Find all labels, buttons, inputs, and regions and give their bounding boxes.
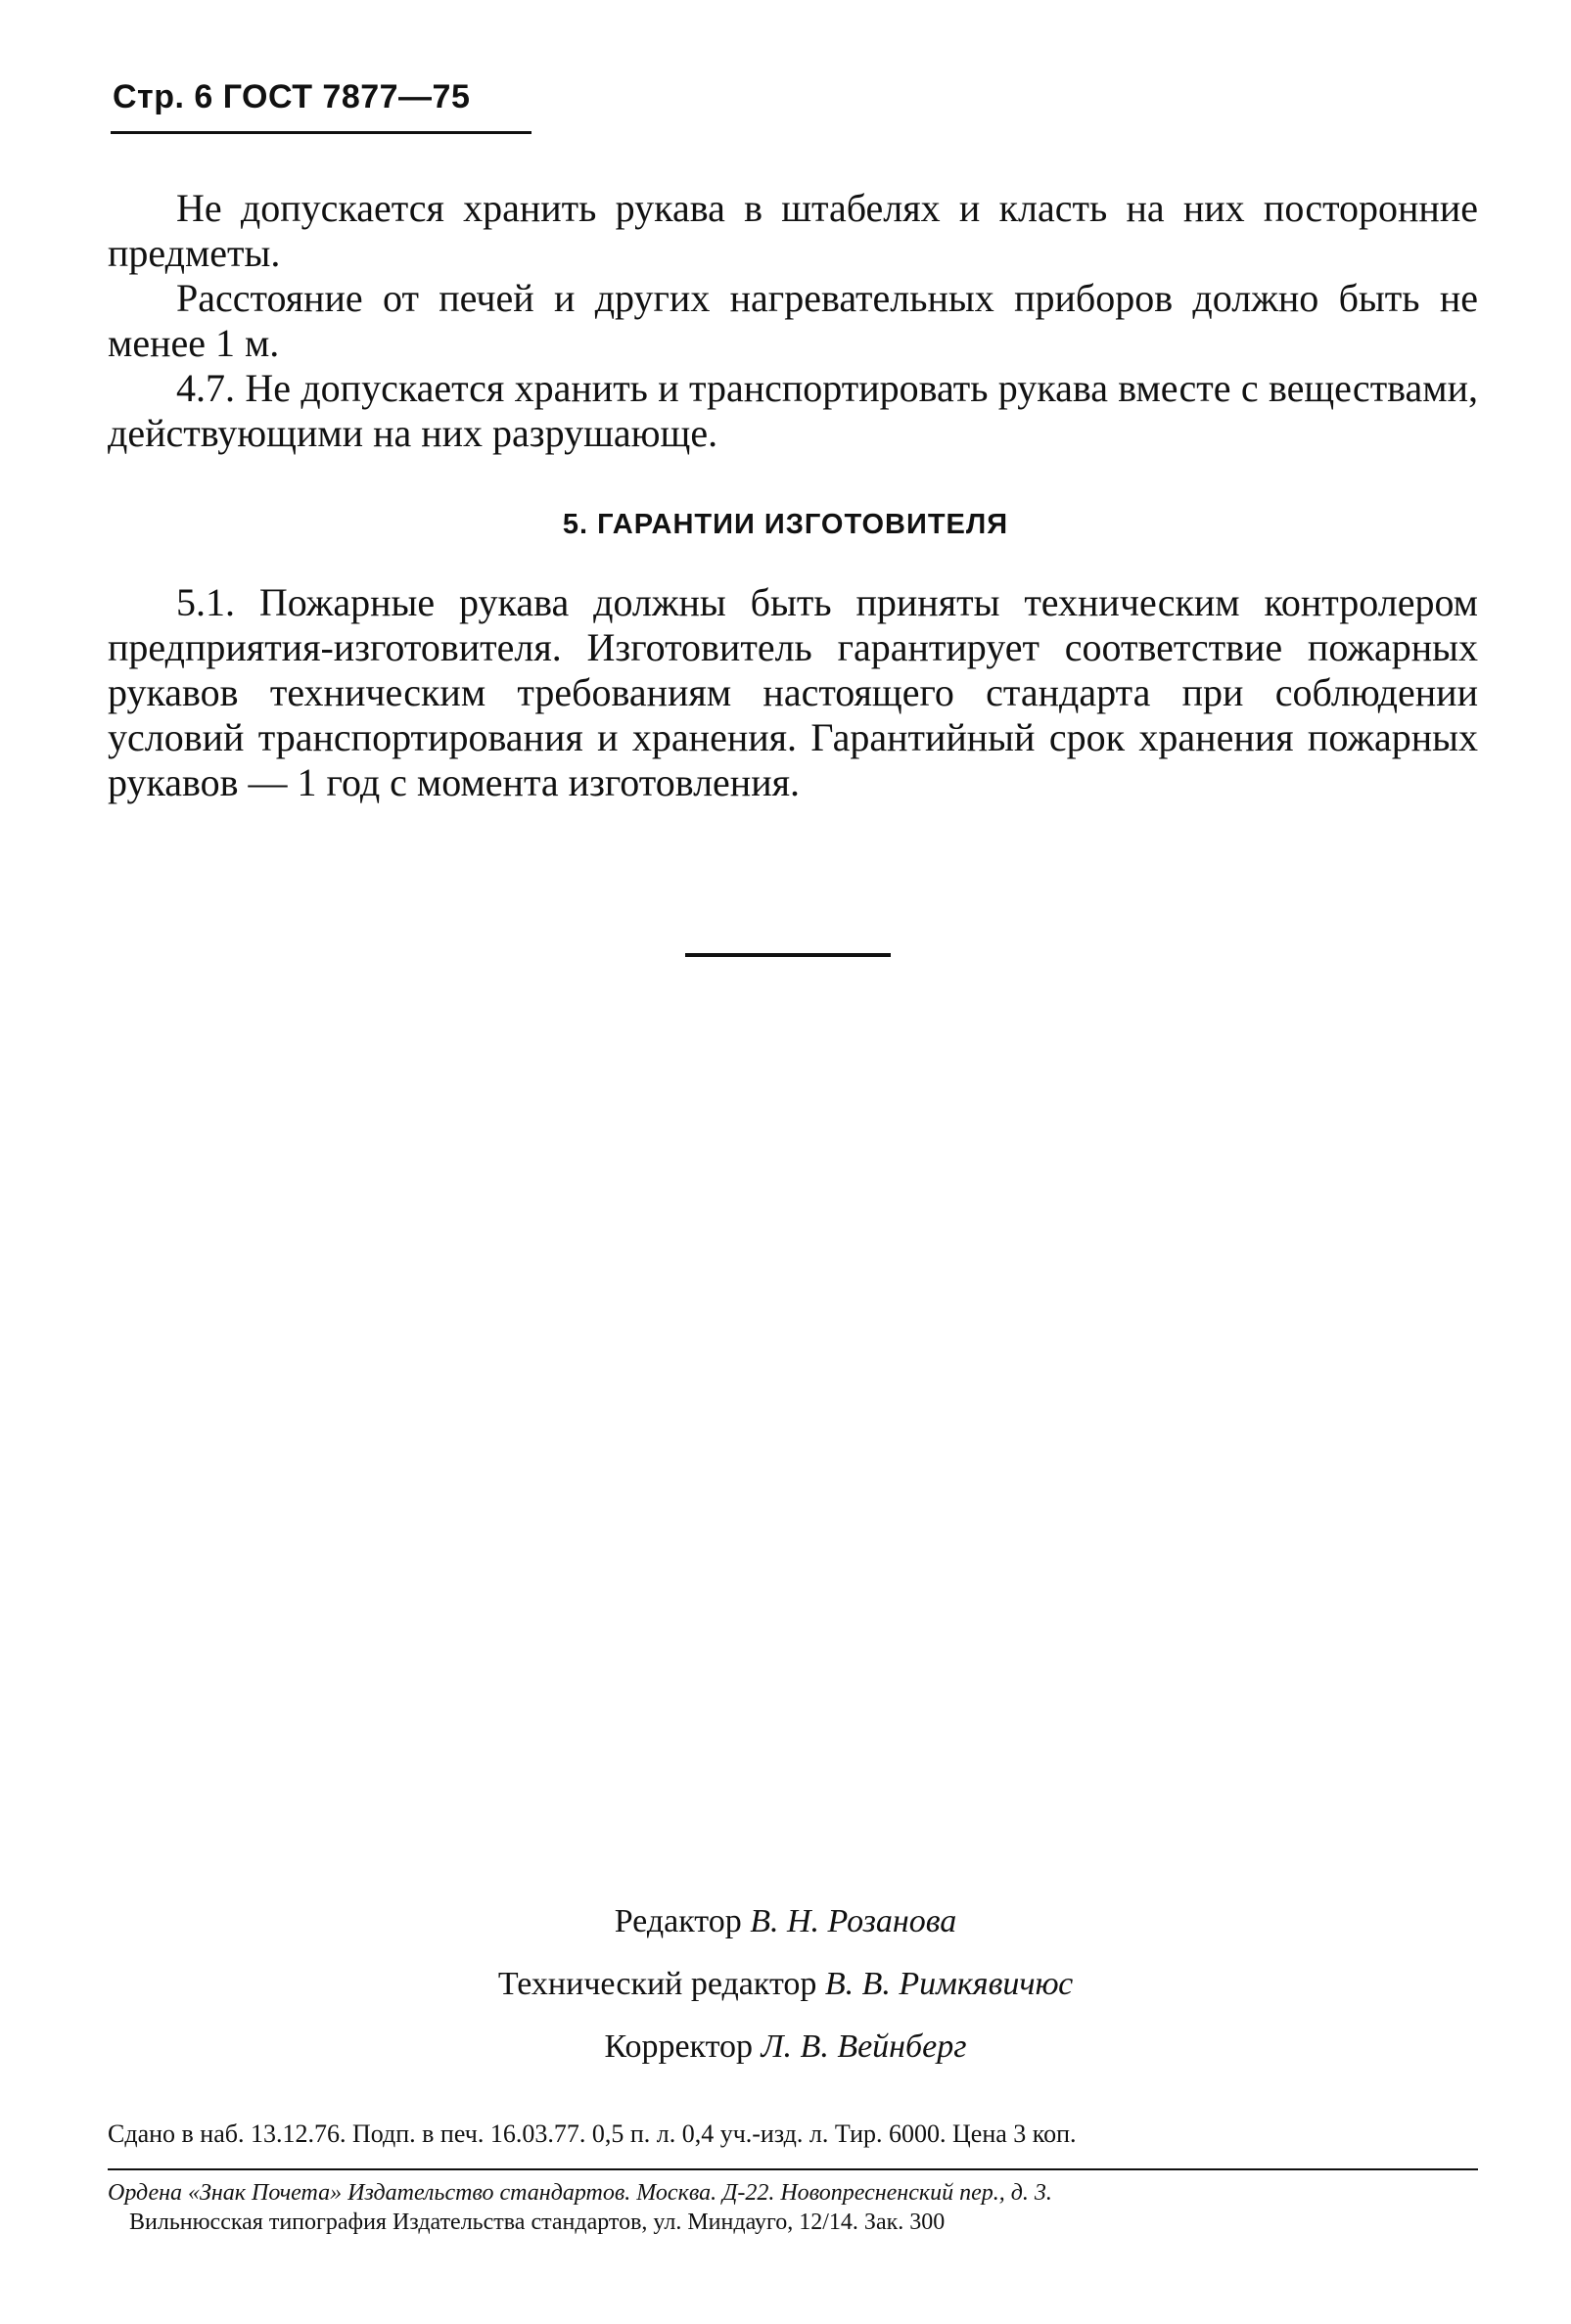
- paragraph-5-1: 5.1. Пожарные рукава должны быть приняты техническим контролером предприятия-изготовителя. Изготовитель гарантирует соответствие пожарных рукавов техническим требованиям настоящего стандарта при соблюдении условий транспортирования и хранения. Гарантийный срок хранения пожарных рукавов — 1 год с момента изготовления.: [108, 580, 1478, 804]
- imprint-divider: [108, 2168, 1478, 2170]
- corrector-label: Корректор: [604, 2028, 754, 2065]
- publisher-line-1: Ордена «Знак Почета» Издательство стандартов. Москва. Д-22. Новопресненский пер., д. 3.: [108, 2180, 1052, 2206]
- tech-editor-name: В. В. Римкявичюс: [824, 1966, 1074, 2002]
- publisher-line-2: Вильнюсская типография Издательства стандартов, ул. Миндауго, 12/14. Зак. 300: [129, 2210, 946, 2235]
- tech-editor-label: Технический редактор: [497, 1966, 817, 2002]
- end-divider: [685, 953, 891, 957]
- section-5-text: [108, 580, 1478, 805]
- page-header: Стр. 6 ГОСТ 7877—75: [113, 78, 471, 115]
- credit-tech-editor: [0, 1953, 1571, 2016]
- editor-label: Редактор: [614, 1903, 742, 1939]
- paragraph-heater-distance: Расстояние от печей и других нагревательных приборов должно быть не менее 1 м.: [108, 276, 1478, 365]
- editor-name: В. Н. Розанова: [750, 1903, 957, 1939]
- credit-corrector: [0, 2016, 1571, 2078]
- publisher-block: [108, 2178, 1478, 2237]
- header-underline: [111, 131, 531, 134]
- paragraph-storage-stacks: Не допускается хранить рукава в штабелях и класть на них посторонние предметы.: [108, 186, 1478, 275]
- credit-editor: [0, 1891, 1571, 1953]
- credits-block: [0, 1891, 1571, 2078]
- corrector-name: Л. В. Вейнберг: [761, 2028, 967, 2065]
- imprint-line: Сдано в наб. 13.12.76. Подп. в печ. 16.03.77. 0,5 п. л. 0,4 уч.-изд. л. Тир. 6000. Цена 3 коп.: [108, 2119, 1077, 2148]
- section-5-title: 5. ГАРАНТИИ ИЗГОТОВИТЕЛЯ: [562, 509, 1009, 540]
- paragraph-4-7: 4.7. Не допускается хранить и транспортировать рукава вместе с веществами, действующими на них разрушающе.: [108, 366, 1478, 455]
- section-4-text: [108, 186, 1478, 456]
